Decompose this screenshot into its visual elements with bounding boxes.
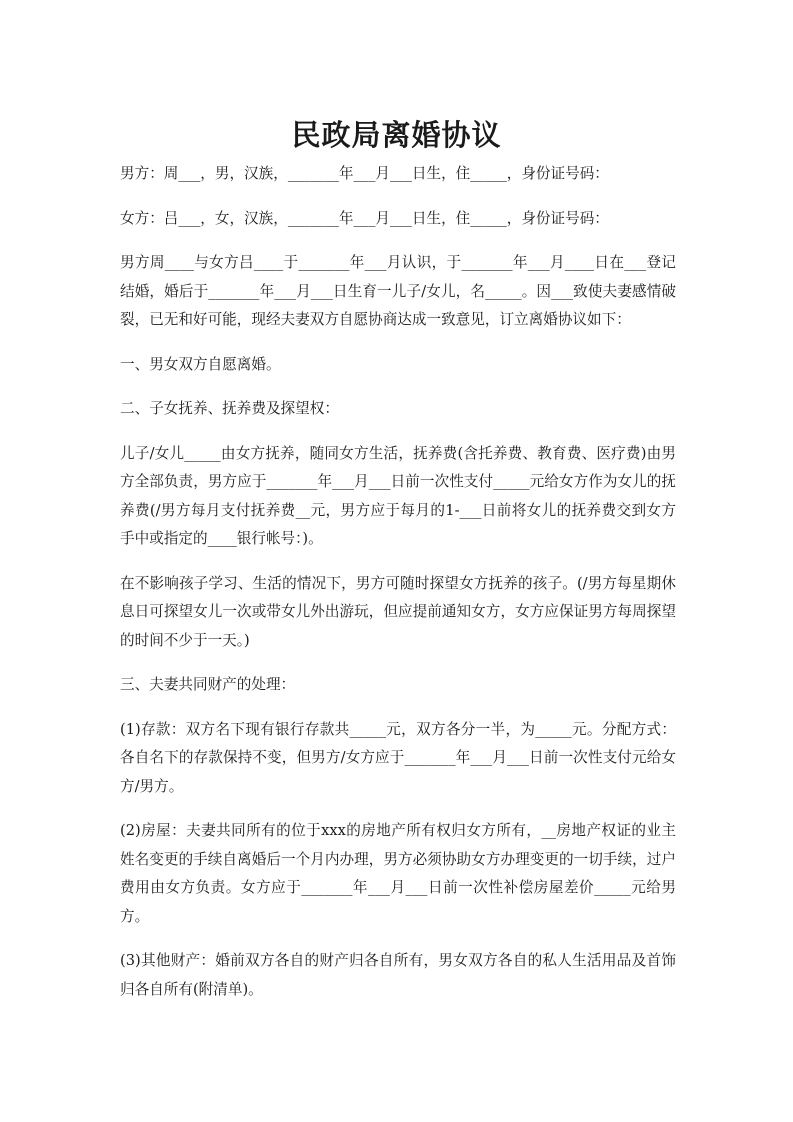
paragraph-other-property: (3)其他财产：婚前双方各自的财产归各自所有，男女双方各自的私人生活用品及首饰归各自所有(附清单)。 xyxy=(120,952,676,998)
section-heading-joint-property: 三、夫妻共同财产的处理： xyxy=(120,676,296,693)
paragraph-child-support: 儿子/女儿_____由女方抚养，随同女方生活，抚养费(含托养费、教育费、医疗费)由男方全部负责，男方应于_______年___月___日前一次性支付_____元给女方作为女儿的抚养费(/男方每月支付抚养费__元，男方应于每月的1-___日前将女儿的抚养费交到女方手中或指定的____银行帐号：)。 xyxy=(120,444,676,547)
document-body xyxy=(120,160,676,1020)
document-title: 民政局离婚协议 xyxy=(291,118,502,153)
section-heading-child-custody: 二、子女抚养、抚养费及探望权： xyxy=(120,400,339,417)
section-heading-voluntary-divorce: 一、男女双方自愿离婚。 xyxy=(120,355,281,373)
paragraph-marriage-background: 男方周____与女方吕____于_______年___月认识，于_______年___月____日在___登记结婚，婚后于_______年___月___日生育一儿子/女儿，名_____。因___致使夫妻感情破裂，已无和好可能，现经夫妻双方自愿协商达成一致意见，订立离婚协议如下： xyxy=(120,254,676,328)
paragraph-house: (2)房屋：夫妻共同所有的位于xxx的房地产所有权归女方所有，__房地产权证的业主姓名变更的手续自离婚后一个月内办理，男方必须协助女方办理变更的一切手续，过户费用由女方负责。女方应于_______年___月___日前一次性补偿房屋差价_____元给男方。 xyxy=(120,822,676,925)
paragraph-wife-info: 女方：吕___，女，汉族，_______年___月___日生，住_____，身份证号码： xyxy=(120,209,609,227)
paragraph-husband-info: 男方：周___，男，汉族，_______年___月___日生，住_____，身份证号码： xyxy=(120,165,609,182)
paragraph-visitation: 在不影响孩子学习、生活的情况下，男方可随时探望女方抚养的孩子。(/男方每星期休息日可探望女儿一次或带女儿外出游玩，但应提前通知女方，女方应保证男方每周探望的时间不少于一天。) xyxy=(120,574,676,649)
paragraph-deposits: (1)存款：双方名下现有银行存款共_____元，双方各分一半，为_____元。分配方式：各自名下的存款保持不变，但男方/女方应于_______年___月___日前一次性支付元给女方/男方。 xyxy=(120,720,676,795)
